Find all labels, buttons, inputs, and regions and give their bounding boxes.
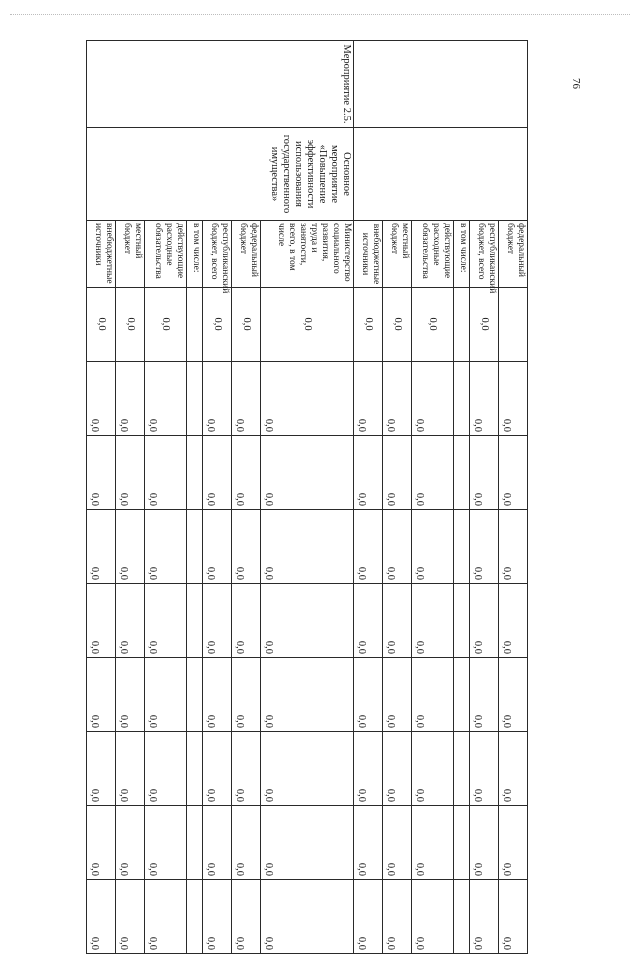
source-cell: местный бюджет bbox=[382, 221, 411, 288]
value-cell: 0,0 bbox=[261, 732, 354, 806]
value-cell: 0,0 bbox=[232, 436, 261, 510]
value-cell: 0,0 bbox=[261, 362, 354, 436]
value-cell bbox=[186, 806, 202, 880]
value-cell bbox=[186, 288, 202, 362]
table-row bbox=[498, 41, 527, 954]
value-cell bbox=[453, 436, 469, 510]
value-cell: 0,0 bbox=[382, 880, 411, 954]
source-cell: Министерство социального развития, труда и занятости, всего, в том числе bbox=[261, 221, 354, 288]
value-cell: 0,0 bbox=[116, 510, 145, 584]
value-cell: 0,0 bbox=[116, 362, 145, 436]
value-cell: 0,0 bbox=[469, 806, 498, 880]
value-cell: 0,0 bbox=[232, 732, 261, 806]
value-cell: 0,0 bbox=[232, 510, 261, 584]
event-level-cell: Мероприятие 2.5. bbox=[87, 41, 354, 128]
budget-table bbox=[86, 40, 528, 954]
value-cell: 0,0 bbox=[87, 288, 116, 362]
value-cell: 0,0 bbox=[353, 362, 382, 436]
value-cell: 0,0 bbox=[261, 436, 354, 510]
source-cell: в том числе: bbox=[186, 221, 202, 288]
value-cell: 0,0 bbox=[232, 362, 261, 436]
value-cell: 0,0 bbox=[411, 880, 453, 954]
value-cell: 0,0 bbox=[145, 732, 187, 806]
value-cell: 0,0 bbox=[411, 362, 453, 436]
value-cell: 0,0 bbox=[411, 806, 453, 880]
source-cell: действующие расходные обязательства bbox=[145, 221, 187, 288]
value-cell: 0,0 bbox=[411, 658, 453, 732]
value-cell: 0,0 bbox=[145, 510, 187, 584]
value-cell: 0,0 bbox=[353, 436, 382, 510]
value-cell bbox=[186, 436, 202, 510]
value-cell: 0,0 bbox=[498, 436, 527, 510]
value-cell: 0,0 bbox=[498, 880, 527, 954]
value-cell bbox=[453, 732, 469, 806]
value-cell: 0,0 bbox=[87, 732, 116, 806]
value-cell: 0,0 bbox=[353, 288, 382, 362]
value-cell: 0,0 bbox=[469, 288, 498, 362]
value-cell bbox=[186, 362, 202, 436]
value-cell: 0,0 bbox=[116, 658, 145, 732]
value-cell: 0,0 bbox=[353, 880, 382, 954]
value-cell bbox=[453, 288, 469, 362]
level-cell bbox=[353, 41, 527, 128]
value-cell: 0,0 bbox=[116, 732, 145, 806]
value-cell: 0,0 bbox=[232, 288, 261, 362]
value-cell: 0,0 bbox=[145, 288, 187, 362]
value-cell: 0,0 bbox=[261, 584, 354, 658]
value-cell bbox=[453, 584, 469, 658]
source-cell: внебюджетные источники bbox=[87, 221, 116, 288]
value-cell bbox=[453, 510, 469, 584]
value-cell: 0,0 bbox=[353, 732, 382, 806]
value-cell: 0,0 bbox=[261, 288, 354, 362]
value-cell: 0,0 bbox=[469, 584, 498, 658]
source-cell: в том числе: bbox=[453, 221, 469, 288]
value-cell: 0,0 bbox=[411, 584, 453, 658]
value-cell bbox=[186, 510, 202, 584]
value-cell: 0,0 bbox=[261, 658, 354, 732]
value-cell: 0,0 bbox=[87, 584, 116, 658]
value-cell: 0,0 bbox=[261, 880, 354, 954]
value-cell: 0,0 bbox=[382, 584, 411, 658]
value-cell: 0,0 bbox=[145, 658, 187, 732]
value-cell: 0,0 bbox=[87, 436, 116, 510]
value-cell: 0,0 bbox=[232, 880, 261, 954]
value-cell bbox=[453, 806, 469, 880]
source-cell: действующие расходные обязательства bbox=[411, 221, 453, 288]
source-cell: республиканский бюджет, всего bbox=[469, 221, 498, 288]
value-cell: 0,0 bbox=[498, 806, 527, 880]
value-cell bbox=[186, 732, 202, 806]
value-cell: 0,0 bbox=[469, 510, 498, 584]
value-cell bbox=[453, 880, 469, 954]
value-cell: 0,0 bbox=[469, 436, 498, 510]
value-cell: 0,0 bbox=[203, 288, 232, 362]
value-cell: 0,0 bbox=[87, 658, 116, 732]
budget-table-grid bbox=[86, 40, 528, 954]
value-cell: 0,0 bbox=[87, 806, 116, 880]
value-cell: 0,0 bbox=[382, 658, 411, 732]
value-cell: 0,0 bbox=[145, 806, 187, 880]
value-cell: 0,0 bbox=[382, 732, 411, 806]
value-cell: 0,0 bbox=[382, 362, 411, 436]
scan-edge-line bbox=[10, 14, 630, 15]
value-cell: 0,0 bbox=[116, 436, 145, 510]
value-cell: 0,0 bbox=[145, 584, 187, 658]
source-cell: федеральный бюджет bbox=[232, 221, 261, 288]
event-name-cell: Основное мероприятие «Повышение эффективности использования государственного имущества» bbox=[87, 128, 354, 221]
value-cell: 0,0 bbox=[116, 584, 145, 658]
value-cell: 0,0 bbox=[87, 880, 116, 954]
value-cell: 0,0 bbox=[411, 288, 453, 362]
value-cell: 0,0 bbox=[382, 436, 411, 510]
value-cell bbox=[186, 658, 202, 732]
value-cell: 0,0 bbox=[232, 806, 261, 880]
name-cell bbox=[353, 128, 527, 221]
value-cell: 0,0 bbox=[232, 658, 261, 732]
value-cell: 0,0 bbox=[87, 510, 116, 584]
value-cell: 0,0 bbox=[498, 584, 527, 658]
value-cell bbox=[453, 362, 469, 436]
value-cell: 0,0 bbox=[203, 732, 232, 806]
value-cell: 0,0 bbox=[232, 584, 261, 658]
value-cell: 0,0 bbox=[203, 362, 232, 436]
source-cell: внебюджетные источники bbox=[353, 221, 382, 288]
value-cell bbox=[498, 288, 527, 362]
value-cell: 0,0 bbox=[116, 806, 145, 880]
value-cell: 0,0 bbox=[116, 880, 145, 954]
value-cell: 0,0 bbox=[498, 362, 527, 436]
value-cell: 0,0 bbox=[469, 880, 498, 954]
value-cell: 0,0 bbox=[411, 732, 453, 806]
value-cell: 0,0 bbox=[203, 806, 232, 880]
value-cell: 0,0 bbox=[498, 510, 527, 584]
value-cell: 0,0 bbox=[203, 584, 232, 658]
value-cell: 0,0 bbox=[469, 732, 498, 806]
value-cell: 0,0 bbox=[261, 806, 354, 880]
value-cell: 0,0 bbox=[411, 510, 453, 584]
value-cell: 0,0 bbox=[116, 288, 145, 362]
value-cell: 0,0 bbox=[145, 362, 187, 436]
source-cell: республиканский бюджет, всего bbox=[203, 221, 232, 288]
value-cell: 0,0 bbox=[203, 510, 232, 584]
value-cell bbox=[186, 880, 202, 954]
value-cell: 0,0 bbox=[87, 362, 116, 436]
page-number: 76 bbox=[570, 78, 582, 89]
source-cell: местный бюджет bbox=[116, 221, 145, 288]
value-cell: 0,0 bbox=[382, 510, 411, 584]
value-cell: 0,0 bbox=[411, 436, 453, 510]
value-cell: 0,0 bbox=[145, 880, 187, 954]
value-cell: 0,0 bbox=[353, 584, 382, 658]
value-cell: 0,0 bbox=[145, 436, 187, 510]
value-cell: 0,0 bbox=[353, 510, 382, 584]
value-cell: 0,0 bbox=[353, 658, 382, 732]
source-cell: федеральный бюджет bbox=[498, 221, 527, 288]
value-cell: 0,0 bbox=[469, 362, 498, 436]
value-cell: 0,0 bbox=[382, 806, 411, 880]
value-cell: 0,0 bbox=[382, 288, 411, 362]
value-cell: 0,0 bbox=[203, 436, 232, 510]
value-cell: 0,0 bbox=[203, 658, 232, 732]
value-cell: 0,0 bbox=[261, 510, 354, 584]
value-cell: 0,0 bbox=[498, 658, 527, 732]
value-cell bbox=[453, 658, 469, 732]
value-cell: 0,0 bbox=[203, 880, 232, 954]
value-cell: 0,0 bbox=[469, 658, 498, 732]
value-cell bbox=[186, 584, 202, 658]
value-cell: 0,0 bbox=[498, 732, 527, 806]
table-row bbox=[261, 41, 354, 954]
value-cell: 0,0 bbox=[353, 806, 382, 880]
